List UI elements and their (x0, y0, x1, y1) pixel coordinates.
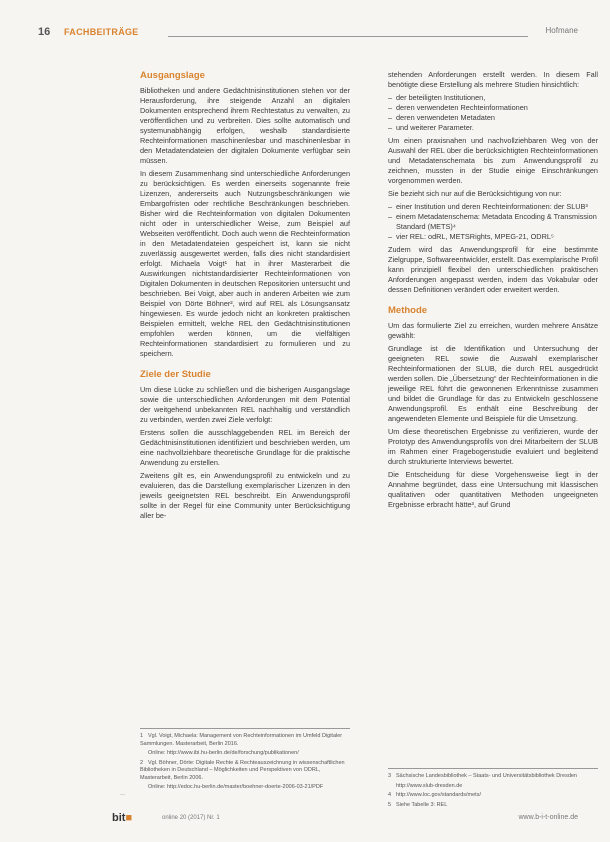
list-item: – vier REL: odRL, METSRights, MPEG-21, ODRL⁵ (388, 232, 554, 241)
paragraph: Erstens sollen die ausschlaggebenden REL im Bereich der Gedächtnisinstitutionen identifiziert und beschrieben werden, um eine nachvollziehbare theoretische Grundlage für die praktische Anwendung zu erstellen. (140, 428, 350, 467)
right-column (388, 70, 598, 513)
list-item: – einem Metadatenschema: Metadata Encoding & Transmission Standard (METS)⁴ (388, 212, 597, 231)
section-title: FACHBEITRÄGE (64, 27, 139, 37)
footnote: Online: http://edoc.hu-berlin.de/master/boehner-doerte-2006-03-21/PDF (148, 784, 324, 790)
rubric-label: Hofmane (545, 26, 578, 35)
paragraph: Um das formulierte Ziel zu erreichen, wurden mehrere Ansätze gewählt: (388, 321, 598, 340)
footnote: 5 Siehe Tabelle 3: REL (388, 801, 448, 808)
footnotes-right (388, 768, 598, 811)
journal-url: www.b-i-t-online.de (518, 814, 578, 821)
paragraph: Zudem wird das Anwendungsprofil für eine bestimmte Zielgruppe, Softwareentwickler, erstellt. Das exemplarische Profil kann prinzipiell flexibel den unterschiedlichen praktischen Anforderungen angepasst werden, indem das Vokabular oder dessen Definitionen verändert oder erweitert werden. (388, 245, 598, 294)
page-header (38, 26, 578, 40)
header-rule (168, 36, 528, 37)
paragraph: Um diese Lücke zu schließen und die bisherigen Ausgangslage sowie die unterschiedlichen Anforderungen mit dem Potential der weitgehend unbekannten REL nachhaltig und verständlich zu verbinden, werden zwei Ziele verfolgt: (140, 385, 350, 424)
left-column (140, 70, 350, 524)
side-mark: — (120, 792, 125, 798)
list-item: – deren verwendeten Metadaten (388, 113, 495, 122)
paragraph: Zweitens gilt es, ein Anwendungsprofil zu entwickeln und zu evaluieren, das die Darstellung exemplarischer Lizenzen in den jeweils geeignetsten REL beschreibt. Ein Anwendungsprofil sollte in der Regel für eine Community unter Berücksichtigung aller be- (140, 471, 350, 520)
paragraph: Grundlage ist die Identifikation und Untersuchung der geeigneten REL sowie die Auswahl exemplarischer Rechteinformationen der SLUB, die durch REL ausgedrückt werden sollen. Die „Übersetzung“ der Rechteinformationen in die jeweilige REL führt die gewonnenen Erkenntnisse zusammen und bildet die Grundlage für das zu Entwickeln geschlossene Anwendungsprofil. Es enthält eine Beschreibung der angewendeten Elemente und Beispiele für die Umsetzung. (388, 344, 598, 423)
bullet-list (388, 202, 598, 242)
footnote: Online: http://www.ibi.hu-berlin.de/de/forschung/publikationen/ (148, 750, 299, 756)
heading-methode: Methode (388, 305, 428, 316)
list-item: – der beteiligten Institutionen, (388, 93, 486, 102)
paragraph: stehenden Anforderungen erstellt werden. In diesem Fall benötigte diese Erstellung als mehrere Studien hinsichtlich: (388, 70, 598, 89)
list-item: – deren verwendeten Rechteinformationen (388, 103, 528, 112)
footnote: 4 http://www.loc.gov/standards/mets/ (388, 792, 481, 798)
footnote: http://www.slub-dresden.de (396, 782, 463, 789)
paragraph: Bibliotheken und andere Gedächtnisinstitutionen stehen vor der Herausforderung, ihre steigende Anzahl an digitalen Dokumenten entsprechend ihrem Rechtestatus zu verwalten, zu veröffentlichen und zu verbreiten. Dies sollte automatisch und systemunabhängig erfolgen, weshalb standardisierte Rechteinformationen maschinenlesbar und maschinenlesbar in den Metadatendateien der digitalen Dokumente verfügbar sein müssen. (140, 86, 350, 165)
paragraph: In diesem Zusammenhang sind unterschiedliche Anforderungen zu berücksichtigen. Es werden einerseits sogenannte freie Lizenzen, andererseits auch Nutzungsbeschränkungen wie Embargofristen oder rechtliche Beschränkungen beschrieben. Bisher wird die Rechteinformation von digitalen Dokumenten nicht oder in unterschiedlicher Weise, zum Beispiel auf Webseiten veröffentlicht. Doch auch wenn die Rechteinformation in den Metadatendateien gespeichert ist, kann sie nicht zuverlässig ausgewertet werden, falls dies nicht standardisiert erfolgt. Michaela Voigt¹ hat in ihrer Masterarbeit die Auswirkungen nichtstandardisierter Rechteinformationen von Digitalen Dokumenten in deutschen Repositorien untersucht und beschrieben. Bei Voigt, aber auch in anderen Arbeiten wie zum Beispiel von Dörte Böhner², wird auf REL als Lösungsansatz hingewiesen. Es wurde jedoch nicht an konkreten praktischen Beispielen ermittelt, welche REL den Gedächtnisinstitutionen empfohlen werden können, um die vielfältigen Rechteinformationen standardisiert zu formulieren und zu speichern. (140, 169, 350, 358)
issue-info: online 20 (2017) Nr. 1 (162, 815, 220, 821)
footnote: 2 Vgl. Böhner, Dörte: Digitale Rechte & Rechteauszeichnung in wissenschaftlichen Bibliotheken in Deutschland – Möglichkeiten und Perspektiven von ODRL, Masterarbeit, Berlin 2006. (140, 759, 345, 781)
page-number: 16 (38, 26, 51, 38)
bullet-list (388, 93, 598, 133)
journal-logo: bit■ (112, 812, 133, 824)
paragraph: Die Entscheidung für diese Vorgehensweise liegt in der Annahme begründet, dass eine Untersuchung mit klassischen qualitativen oder quantitativen Methoden ungeeigneten Ergebnisse erbracht hätte³, auf Grund (388, 470, 598, 509)
heading-ausgangslage: Ausgangslage (140, 70, 205, 81)
paragraph: Um einen praxisnahen und nachvollziehbaren Weg von der Auswahl der REL über die berücksichtigten Rechteinformationen und Metadatenschemata bis zum Anwendungsprofil zu zeichnen, mussten in der Studie einige Einschränkungen vorgenommen werden. (388, 136, 598, 185)
list-item: – und weiterer Parameter. (388, 123, 474, 132)
list-item: – einer Institution und deren Rechteinformationen: der SLUB³ (388, 202, 588, 211)
heading-ziele: Ziele der Studie (140, 369, 211, 380)
footnote: 3 Sächsische Landesbibliothek – Staats- und Universitätsbibliothek Dresden (388, 773, 577, 779)
page-footer (112, 812, 578, 824)
footnotes-left (140, 728, 350, 794)
paragraph: Sie bezieht sich nur auf die Berücksichtigung von nur: (388, 189, 562, 198)
paragraph: Um diese theoretischen Ergebnisse zu verifizieren, wurde der Prototyp des Anwendungsprofils von drei Mitarbeitern der SLUB im Rahmen einer Fragebogenstudie evaluiert und begleitend durch strukturierte Interviews bewertet. (388, 427, 598, 466)
footnote: 1 Vgl. Voigt, Michaela: Management von Rechteinformationen im Umfeld Digitaler Sammlungen. Masterarbeit, Berlin 2016. (140, 733, 343, 747)
